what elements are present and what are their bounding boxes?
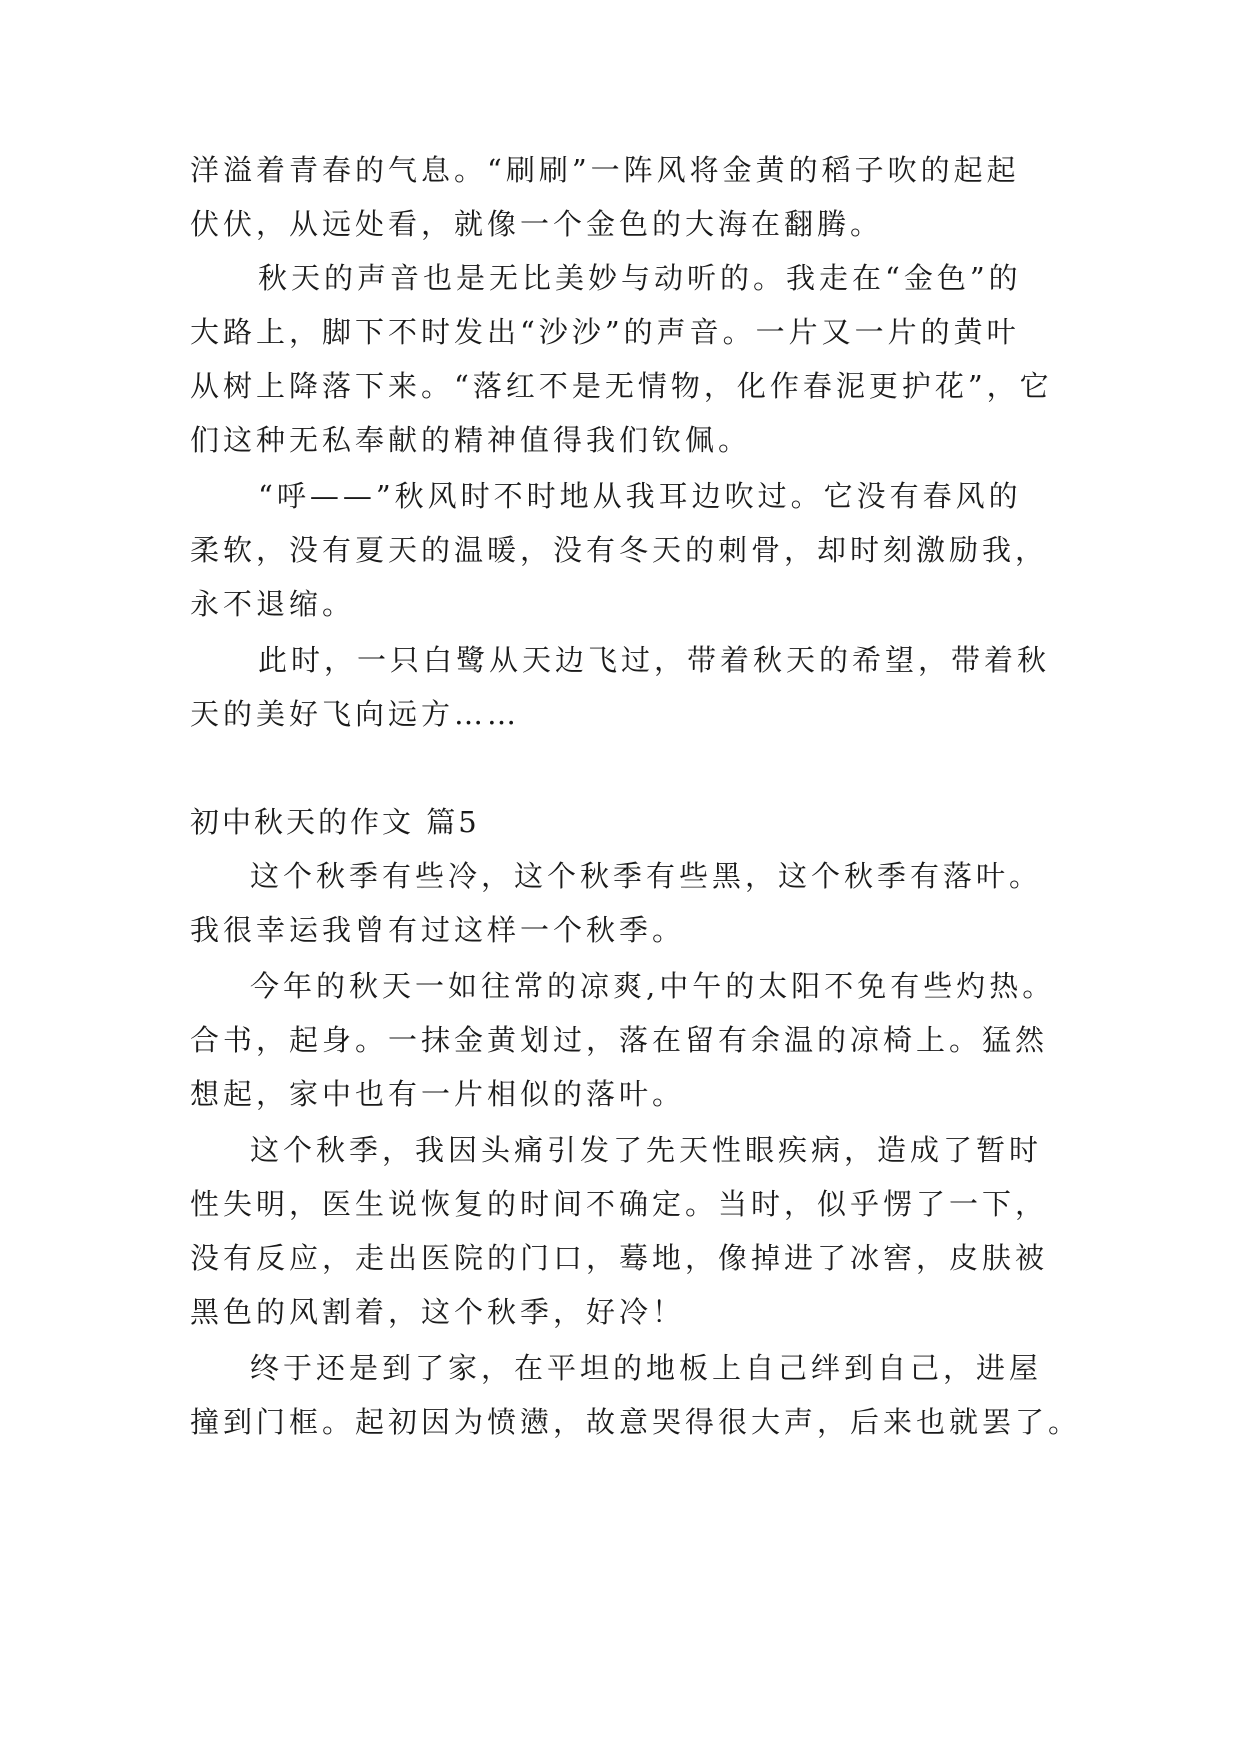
paragraph-start: 终于还是到了家，在平坦的地板上自己绊到自己，进屋	[250, 1351, 1043, 1385]
text-line: 没有反应，走出医院的门口，蓦地，像掉进了冰窖，皮肤被	[190, 1241, 1049, 1275]
paragraph-start: 这个秋季，我因头痛引发了先天性眼疾病，造成了暂时	[250, 1133, 1043, 1167]
text-line: 永不退缩。	[190, 587, 356, 621]
text-line: 撞到门框。起初因为愤懑，故意哭得很大声，后来也就罢了。	[190, 1405, 1082, 1439]
text-line: 我很幸运我曾有过这样一个秋季。	[190, 913, 686, 947]
text-line: 们这种无私奉献的精神值得我们钦佩。	[190, 423, 752, 457]
paragraph-start: 秋天的声音也是无比美妙与动听的。我走在“金色”的	[258, 261, 1022, 295]
text-line: 性失明，医生说恢复的时间不确定。当时，似乎愣了一下，	[190, 1187, 1049, 1221]
text-line: 从树上降落下来。“落红不是无情物，化作春泥更护花”，它	[190, 369, 1053, 403]
text-line: 合书，起身。一抹金黄划过，落在留有余温的凉椅上。猛然	[190, 1023, 1049, 1057]
paragraph-start: 此时，一只白鹭从天边飞过，带着秋天的希望，带着秋	[258, 643, 1051, 677]
text-line: 黑色的风割着，这个秋季，好冷！	[190, 1295, 686, 1329]
text-line: 想起，家中也有一片相似的落叶。	[190, 1077, 686, 1111]
text-line: 洋溢着青春的气息。“刷刷”一阵风将金黄的稻子吹的起起	[190, 153, 1020, 187]
text-line: 大路上，脚下不时发出“沙沙”的声音。一片又一片的黄叶	[190, 315, 1020, 349]
section-heading: 初中秋天的作文 篇5	[190, 805, 480, 839]
paragraph-start: “呼——”秋风时不时地从我耳边吹过。它没有春风的	[258, 479, 1022, 513]
paragraph-start: 这个秋季有些冷，这个秋季有些黑，这个秋季有落叶。	[250, 859, 1043, 893]
paragraph-start: 今年的秋天一如往常的凉爽,中午的太阳不免有些灼热。	[250, 969, 1056, 1003]
text-line: 柔软，没有夏天的温暖，没有冬天的刺骨，却时刻激励我，	[190, 533, 1049, 567]
text-line: 天的美好飞向远方……	[190, 697, 521, 731]
text-line: 伏伏，从远处看，就像一个金色的大海在翻腾。	[190, 207, 884, 241]
